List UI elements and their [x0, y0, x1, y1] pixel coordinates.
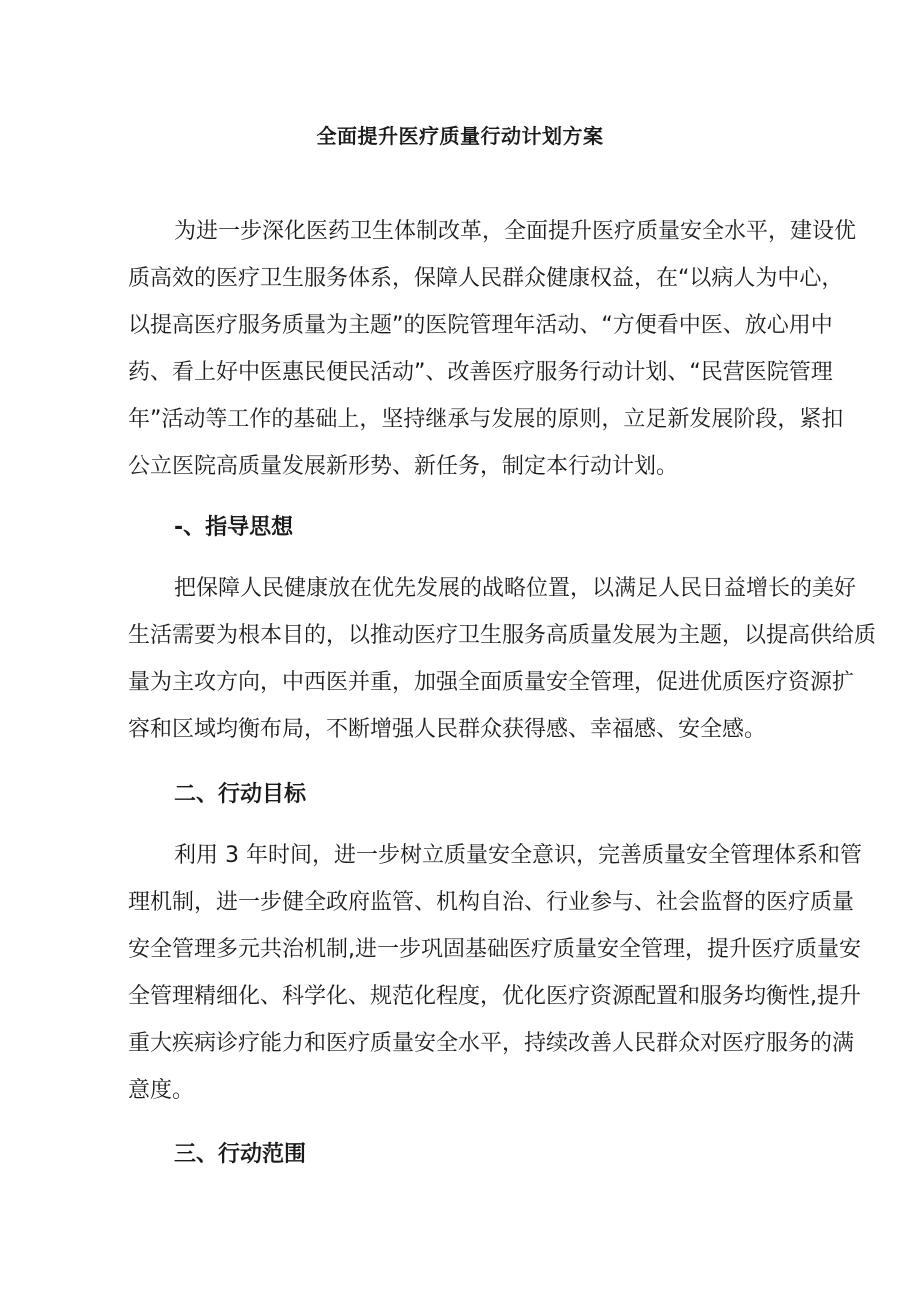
- paragraph-line: 把保障人民健康放在优先发展的战略位置，以满足人民日益增长的美好: [174, 576, 857, 601]
- paragraph-line: 量为主攻方向，中西医并重，加强全面质量安全管理，促进优质医疗资源扩: [128, 670, 855, 695]
- paragraph-line: 质高效的医疗卫生服务体系，保障人民群众健康权益，在“以病人为中心，: [128, 266, 844, 291]
- guiding-ideology-paragraph: [128, 565, 877, 753]
- section-heading-action-scope: 三、行动范围: [174, 1142, 307, 1167]
- paragraph-line: 理机制，进一步健全政府监管、机构自治、行业参与、社会监督的医疗质量: [128, 890, 855, 915]
- action-goals-paragraph: [128, 832, 862, 1114]
- paragraph-line: 以提高医疗服务质量为主题”的医院管理年活动、“方便看中医、放心用中: [128, 313, 833, 338]
- paragraph-line: 重大疾病诊疗能力和医疗质量安全水平，持续改善人民群众对医疗服务的满: [128, 1031, 855, 1056]
- paragraph-line: 利用 3 年时间，进一步树立质量安全意识，完善质量安全管理体系和管: [174, 843, 862, 868]
- section-heading-guiding-ideology: -、指导思想: [174, 515, 294, 540]
- intro-paragraph: [128, 208, 857, 490]
- paragraph-line: 生活需要为根本目的，以推动医疗卫生服务高质量发展为主题，以提高供给质: [128, 623, 877, 648]
- document-title: 全面提升医疗质量行动计划方案: [316, 124, 604, 148]
- paragraph-line: 全管理精细化、科学化、规范化程度，优化医疗资源配置和服务均衡性,提升: [128, 984, 861, 1009]
- paragraph-line: 公立医院高质量发展新形势、新任务，制定本行动计划。: [128, 454, 679, 479]
- paragraph-line: 为进一步深化医药卫生体制改革，全面提升医疗质量安全水平，建设优: [174, 219, 857, 244]
- paragraph-line: 意度。: [128, 1078, 195, 1103]
- section-heading-action-goals: 二、行动目标: [174, 782, 307, 807]
- paragraph-line: 安全管理多元共治机制,进一步巩固基础医疗质量安全管理，提升医疗质量安: [128, 937, 861, 962]
- paragraph-line: 药、看上好中医惠民便民活动”、改善医疗服务行动计划、“民营医院管理: [128, 360, 833, 385]
- paragraph-line: 年”活动等工作的基础上，坚持继承与发展的原则，立足新发展阶段，紧扣: [128, 407, 844, 432]
- paragraph-line: 容和区域均衡布局，不断增强人民群众获得感、幸福感、安全感。: [128, 717, 767, 742]
